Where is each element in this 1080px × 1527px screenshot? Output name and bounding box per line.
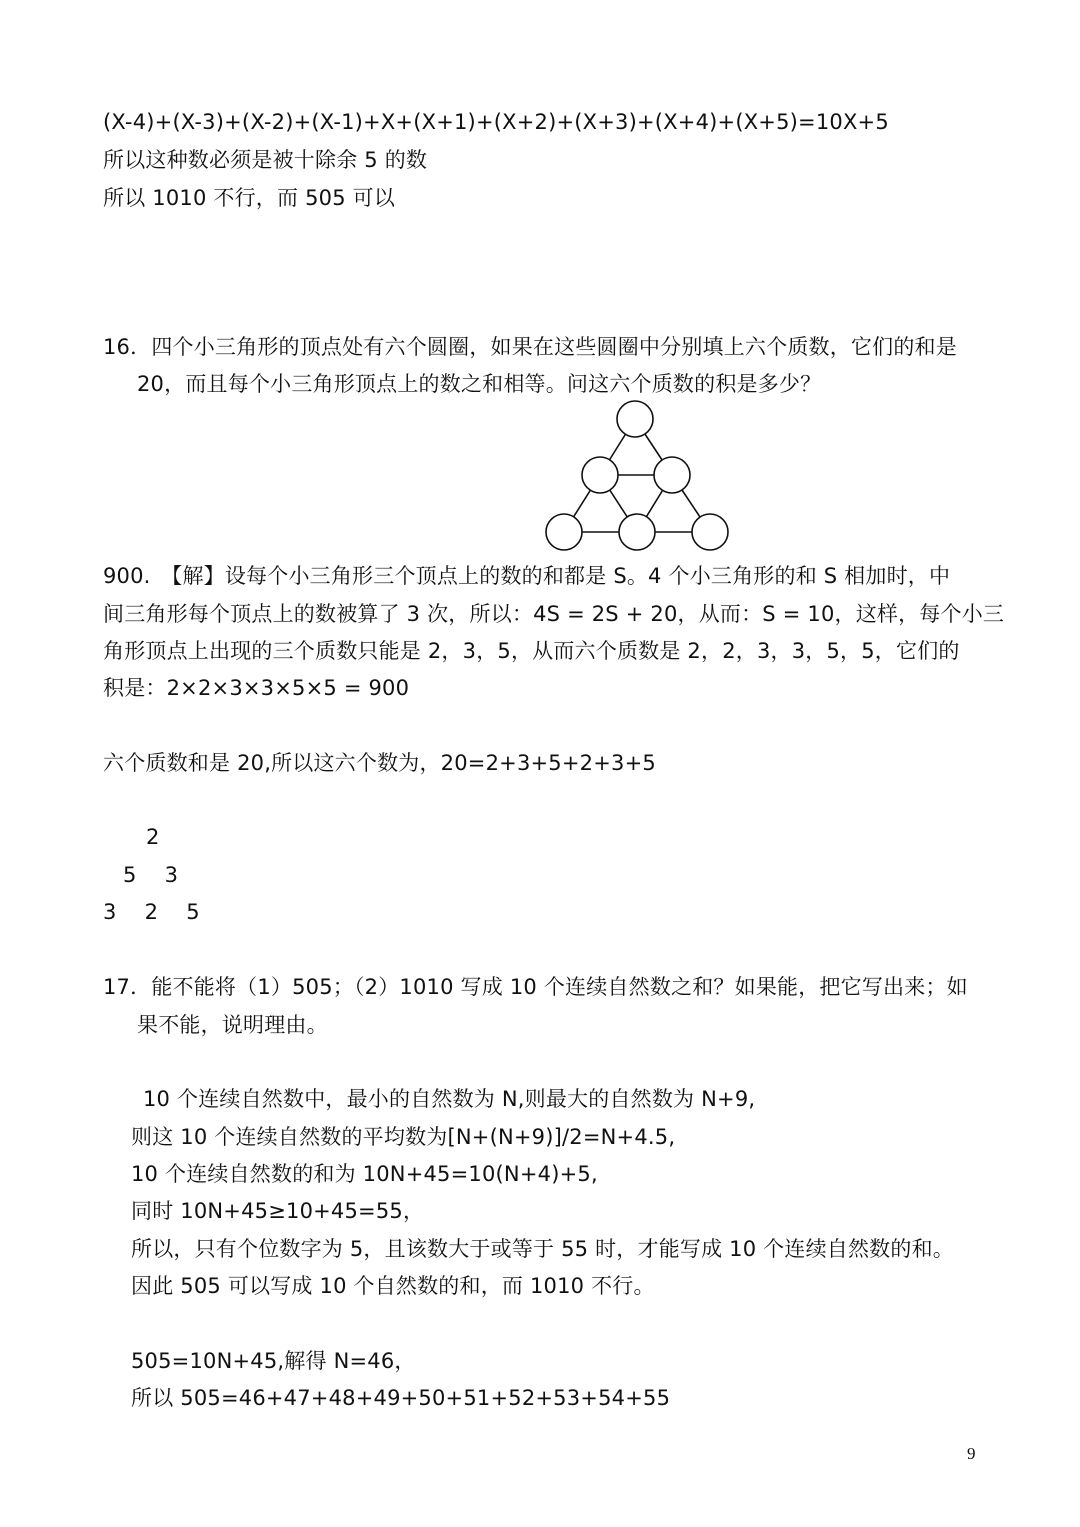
solution-17-line: 则这 10 个连续自然数的平均数为[N+(N+9)]/2=N+4.5, <box>131 1125 676 1149</box>
circle-triangle-diagram <box>540 398 740 558</box>
solution-17-line: 因此 505 可以写成 10 个自然数的和，而 1010 不行。 <box>131 1274 655 1298</box>
diagram-circle <box>619 514 655 550</box>
solution-17-line: 所以 505=46+47+48+49+50+51+52+53+54+55 <box>131 1386 671 1410</box>
diagram-circle <box>582 457 618 493</box>
solution-16-line: 积是：2×2×3×3×5×5 = 900 <box>103 676 410 700</box>
text-line: 所以 1010 不行，而 505 可以 <box>103 186 396 210</box>
solution-17-line: 505=10N+45,解得 N=46， <box>131 1349 416 1373</box>
diagram-circle <box>546 514 582 550</box>
problem-17-line1: 17．能不能将（1）505；（2）1010 写成 10 个连续自然数之和？如果能，把它写出来；如 <box>103 975 968 999</box>
problem-16-line2: 20，而且每个小三角形顶点上的数之和相等。问这六个质数的积是多少？ <box>137 372 822 396</box>
solution-17-line: 10 个连续自然数中，最小的自然数为 N,则最大的自然数为 N+9, <box>143 1087 756 1111</box>
solution-16-line: 角形顶点上出现的三个质数只能是 2，3，5，从而六个质数是 2，2，3，3，5，5，它们的 <box>103 639 960 663</box>
problem-16-line1: 16．四个小三角形的顶点处有六个圆圈，如果在这些圆圈中分别填上六个质数，它们的和是 <box>103 335 957 359</box>
equation-line: (X-4)+(X-3)+(X-2)+(X-1)+X+(X+1)+(X+2)+(X+3)+(X+4)+(X+5)=10X+5 <box>103 110 889 134</box>
page-number: 9 <box>967 1444 976 1463</box>
diagram-circle <box>654 457 690 493</box>
problem-17-line2: 果不能，说明理由。 <box>137 1013 328 1037</box>
diagram-circle <box>692 514 728 550</box>
solution-17-line: 10 个连续自然数的和为 10N+45=10(N+4)+5, <box>131 1162 598 1186</box>
number-triangle-row: 2 <box>146 825 160 849</box>
sum-note: 六个质数和是 20,所以这六个数为，20=2+3+5+2+3+5 <box>103 751 656 775</box>
solution-16-line: 900. 【解】设每个小三角形三个顶点上的数的和都是 S。4 个小三角形的和 S 相加时，中 <box>103 564 951 588</box>
text-line: 所以这种数必须是被十除余 5 的数 <box>103 148 428 172</box>
diagram-circle <box>617 401 653 437</box>
solution-17-line: 同时 10N+45≥10+45=55， <box>131 1199 425 1223</box>
solution-17-line: 所以，只有个位数字为 5，且该数大于或等于 55 时，才能写成 10 个连续自然数的和。 <box>131 1237 954 1261</box>
solution-16-line: 间三角形每个顶点上的数被算了 3 次，所以：4S = 2S + 20，从而：S = 10，这样，每个小三 <box>103 602 1005 626</box>
number-triangle-row: 5 3 <box>123 863 179 887</box>
number-triangle-row: 3 2 5 <box>103 900 200 924</box>
